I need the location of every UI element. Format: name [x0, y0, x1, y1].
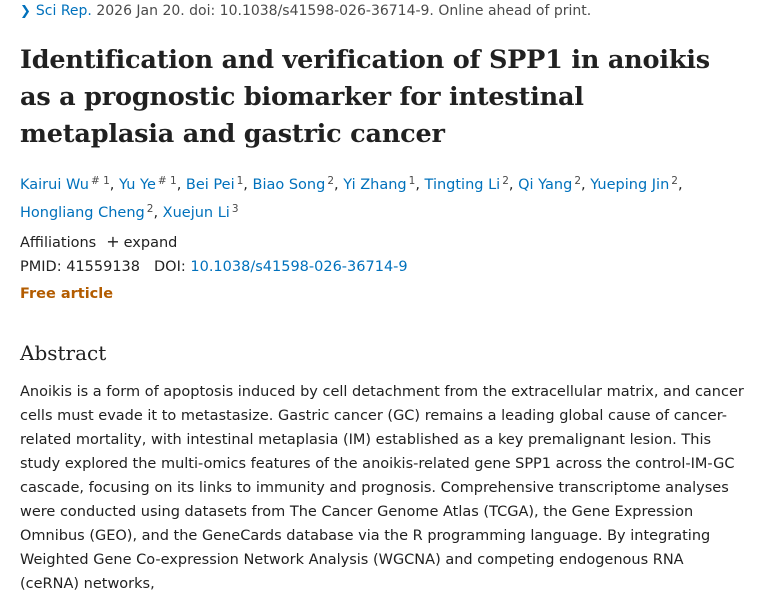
author-affiliation-sup[interactable]: 2: [502, 175, 509, 187]
article-title: Identification and verification of SPP1 in anoikis as a prognostic biomarker for intestinal metaplasia and gastric cancer: [20, 45, 710, 149]
author-affiliation-sup[interactable]: 2: [671, 175, 678, 187]
journal-link[interactable]: Sci Rep.: [35, 3, 92, 19]
author-item: [20, 205, 153, 221]
author-item: [590, 177, 678, 193]
author-item: [518, 177, 581, 193]
doi-label: DOI:: [154, 259, 191, 275]
author-list: Kairui Wu $^{\# 1}$, Yu Ye $^{\# 1}$, Bei Pei $^1$, Biao Song $^2$, Yi Zhang $^1$, Tingting Li $^2$, Qi Yang $^2$, Yueping Jin $^2$, Hongliang Cheng $^2$, Xuejun Li $^3$: [20, 175, 683, 221]
author-item: [163, 205, 239, 221]
author-link[interactable]: Xuejun Li: [162, 205, 230, 221]
abstract-heading: Abstract: [20, 341, 107, 365]
affiliations-label: Affiliations: [20, 235, 97, 251]
author-item: [343, 177, 415, 193]
plus-icon[interactable]: +: [106, 232, 120, 251]
author-link[interactable]: Kairui Wu: [20, 177, 89, 193]
author-item: [119, 177, 177, 193]
author-affiliation-sup[interactable]: # 1: [157, 175, 177, 187]
doi-link[interactable]: 10.1038/s41598-026-36714-9: [190, 259, 408, 275]
author-link[interactable]: Yi Zhang: [343, 177, 407, 193]
pmid-label: PMID:: [20, 259, 67, 275]
author-item: [20, 177, 110, 193]
author-link[interactable]: Tingting Li: [424, 177, 501, 193]
expand-affiliations-button[interactable]: expand: [123, 235, 178, 251]
citation-line: [20, 3, 591, 19]
author-link[interactable]: Qi Yang: [518, 177, 573, 193]
author-item: [186, 177, 243, 193]
author-affiliation-sup[interactable]: 2: [327, 175, 335, 187]
identifiers-row: [20, 259, 408, 275]
abstract-text: Anoikis is a form of apoptosis induced by cell detachment from the extracellular matrix, and cancer cells must evade it to metastasize. Gastric cancer (GC) remains a leading global cause of cancer-related mortality, with intestinal metaplasia (IM) established as a key premalignant lesion. This study explored the multi-omics features of the anoikis-related gene SPP1 across the control-IM-GC cascade, focusing on its links to immunity and prognosis. Comprehensive transcriptome analyses were conducted using datasets from The Cancer Genome Atlas (TCGA), the Gene Expression Omnibus (GEO), and the GeneCards database via the R programming language. By integrating Weighted Gene Co-expression Network Analysis (WGCNA) and competing endogenous RNA (ceRNA) networks,: [20, 384, 744, 592]
chevron-right-icon[interactable]: ❯: [20, 4, 31, 19]
author-affiliation-sup[interactable]: 2: [574, 175, 581, 187]
author-link[interactable]: Bei Pei: [185, 177, 235, 193]
author-affiliation-sup[interactable]: 2: [146, 203, 154, 215]
author-link[interactable]: Biao Song: [252, 177, 326, 193]
author-affiliation-sup[interactable]: 1: [408, 175, 416, 187]
free-article-badge[interactable]: Free article: [20, 286, 114, 302]
author-affiliation-sup[interactable]: 1: [236, 175, 244, 187]
author-item: [253, 177, 335, 193]
author-affiliation-sup[interactable]: 3: [231, 203, 239, 215]
author-item: [425, 177, 509, 193]
citation-details: 2026 Jan 20. doi: 10.1038/s41598-026-36714-9. Online ahead of print.: [91, 3, 592, 19]
author-affiliation-sup[interactable]: # 1: [90, 175, 110, 187]
author-link[interactable]: Yueping Jin: [590, 177, 670, 193]
author-link[interactable]: Hongliang Cheng: [20, 205, 145, 221]
author-link[interactable]: Yu Ye: [119, 177, 156, 193]
pmid-value: 41559138: [66, 259, 141, 275]
affiliations-row: [20, 232, 177, 251]
